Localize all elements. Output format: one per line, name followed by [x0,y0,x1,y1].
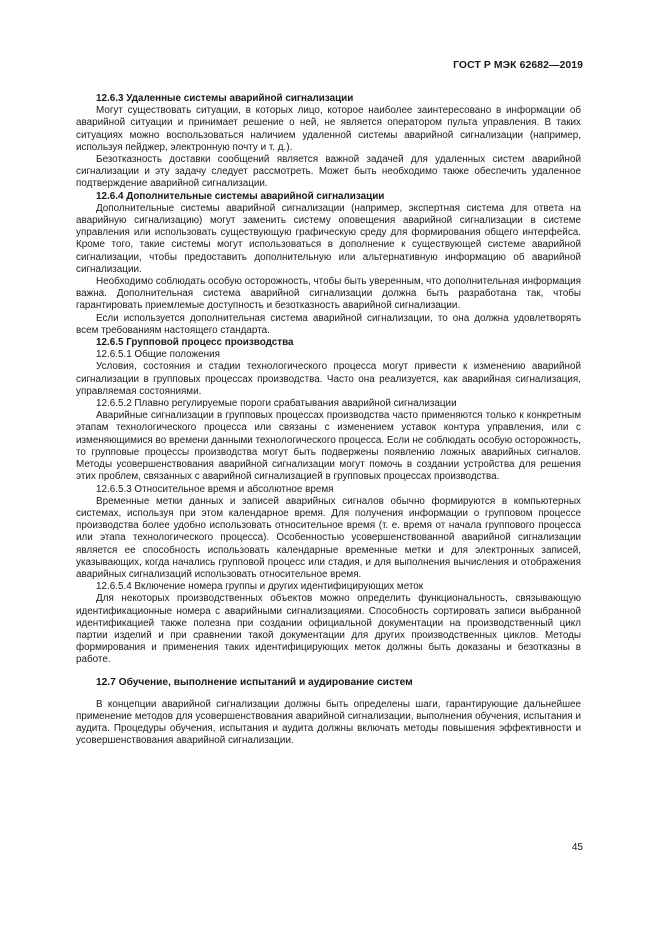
paragraph: Аварийные сигнализации в групповых процессах производства часто применяются только к конкретным этапам технологического процесса или связаны с изменением уставок контура управления, или с изменяющимися во времени данными технологического процесса. Если не соблюдать особую осторожность, то групповые процессы производства могут быть подвержены появлению ложных аварийных сигналов. Методы усовершенствования аварийной сигнализации могут помочь в создании устройства для решения этих проблем, связанных с аварийной сигнализацией в групповых процессах производства. [76,410,581,483]
subheading-12-6-5-1: 12.6.5.1 Общие положения [96,349,220,361]
subheading-12-6-5-2: 12.6.5.2 Плавно регулируемые пороги срабатывания аварийной сигнализации [96,398,457,410]
paragraph: Временные метки данных и записей аварийных сигналов обычно формируются в компьютерных системах, используя при этом календарное время. Для получения информации о групповом процессе производства более удобно использовать относительное время (т. е. время от начала группового процесса или этапа технологического процесса). Особенностью усовершенствованной аварийной сигнализации является ее способность использовать календарные временные метки и для электронных записей, указывающих, когда начались групповой процесс или стадия, и для выполнения вычисления и отображения аварийных сигнализаций использовать относительное время. [76,495,581,580]
paragraph: Дополнительные системы аварийной сигнализации (например, экспертная система для ответа на аварийную сигнализацию) могут заменить систему оповещения аварийной сигнализации в системе управления или использовать существующую графическую среду для формирования общего интерфейса. Кроме того, такие системы могут использоваться в дополнение к существующей системе аварийной сигнализации, чтобы предоставить дополнительную или альтернативную информацию об аварийной сигнализации. [76,202,581,275]
heading-12-6-4: 12.6.4 Дополнительные системы аварийной сигнализации [96,190,385,202]
document-id: ГОСТ Р МЭК 62682—2019 [453,60,583,71]
subheading-12-6-5-3: 12.6.5.3 Относительное время и абсолютное время [96,483,334,495]
paragraph: Необходимо соблюдать особую осторожность, чтобы быть уверенным, что дополнительная информация важна. Дополнительная система аварийной сигнализации должна быть разработана так, чтобы гарантировать приемлемые доступность и безотказность аварийной сигнализации. [76,276,581,312]
heading-12-6-3: 12.6.3 Удаленные системы аварийной сигнализации [96,93,354,104]
heading-12-6-5: 12.6.5 Групповой процесс производства [96,337,294,349]
paragraph: В концепции аварийной сигнализации должны быть определены шаги, гарантирующие дальнейшее применение методов для усовершенствования аварийной сигнализации, выполнения обучения, испытания и аудита. Процедуры обучения, испытания и аудита должны включать методы повышения эффективности и усовершенствования аварийной сигнализации. [76,698,581,747]
paragraph: Условия, состояния и стадии технологического процесса могут привести к изменению аварийной сигнализации в групповых процессах производства. Часто она реализуется, как аварийная сигнализация, управляемая состояниями. [76,361,581,397]
paragraph: Если используется дополнительная система аварийной сигнализации, то она должна удовлетворять всем требованиям настоящего стандарта. [76,312,581,336]
paragraph: Для некоторых производственных объектов можно определить функциональность, связывающую идентификационные номера с аварийными сигнализациями. Способность сортировать записи выбранной идентификацией также полезна при создании официальной документации на производственный цикл партии изделий и при сравнении такой документации для других производственных циклов. Методы формирования и применения таких идентифицирующих меток должны быть доказаны и безотказны в работе. [76,593,581,666]
page-number: 45 [571,842,583,853]
subheading-12-6-5-4: 12.6.5.4 Включение номера группы и других идентифицирующих меток [96,581,424,593]
paragraph: Безотказность доставки сообщений является важной задачей для удаленных систем аварийной сигнализации и эту задачу следует рассмотреть. Может быть необходимо также обеспечить удаленное подтверждение аварийной сигнализации. [76,154,581,190]
paragraph: Могут существовать ситуации, в которых лицо, которое наиболее заинтересовано в информации об аварийной ситуации и принимает решение о ней, не является оператором пульта управления. В таких ситуациях можно воспользоваться наличием удаленной системы аварийной сигнализации (например, используя пейджер, электронную почту и т. д.). [76,105,581,153]
document-body [76,93,581,748]
heading-12-7: 12.7 Обучение, выполнение испытаний и аудирование систем [96,676,413,688]
